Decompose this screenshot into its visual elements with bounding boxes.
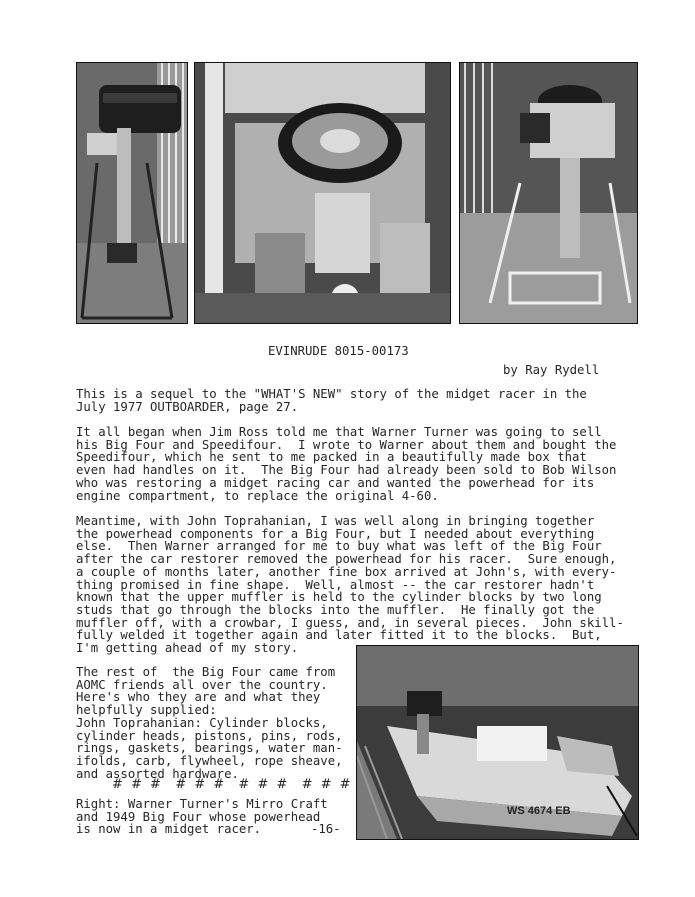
photo-outboard-on-stand	[76, 62, 188, 324]
photo-outboard-outdoors	[459, 62, 638, 324]
paragraph-meantime: Meantime, with John Toprahanian, I was well along in bringing together the powerhead components for a Big Four, but I needed about everything else. Then Warner arranged for me to buy what was left of the Big Four after the car restorer removed the powerhead for his racer. Sure enough, a couple of months later, another fine box arrived at John's, with every- thing promised in fine shape. Well, almost -- the car restorer hadn't known that the upper muffler is held to the cylinder blocks by two long studs that go through the blocks into the muffler. He finally got the muffler off, with a crowbar, I guess, and, in several pieces. John skill- fully welded it together again and later fitted it to the blocks. But, I'm getting ahead of my story.	[76, 514, 624, 656]
paragraph-jim-ross: It all began when Jim Ross told me that Warner Turner was going to sell his Big Four and Speedifour. I wrote to Warner about them and bought the Speedifour, which he sent to me packed in a beautifully made box that even had handles on it. The Big Four had already been sold to Bob Wilson who was restoring a midget racing car and wanted the powerhead for its engine compartment, to replace the original 4-60.	[76, 425, 617, 503]
boat-registration: WS 4674 EB	[507, 805, 571, 817]
paragraph-intro: This is a sequel to the "WHAT'S NEW" story of the midget racer in the July 1977 OUTBOARDER, page 27.	[76, 387, 587, 414]
photo-boat-at-dock	[356, 645, 639, 840]
paragraph-rest-of-big-four: The rest of the Big Four came from AOMC friends all over the country. Here's who they are and what they helpfully supplied: John Toprahanian: Cylinder blocks, cylinder heads, pistons, pins, rods, rings, gaskets, bearings, water man- ifolds, carb, flywheel, rope sheave, and assorted hardware.	[76, 665, 343, 781]
photo-powerhead-closeup	[194, 62, 451, 324]
section-divider: # # # # # # # # # # # #	[112, 777, 353, 792]
photo-caption: Right: Warner Turner's Mirro Craft and 1949 Big Four whose powerhead is now in a midget racer.	[76, 797, 328, 837]
byline: by Ray Rydell	[503, 363, 600, 377]
article-title: EVINRUDE 8015-00173	[268, 344, 409, 358]
page-number: -16-	[311, 822, 341, 836]
